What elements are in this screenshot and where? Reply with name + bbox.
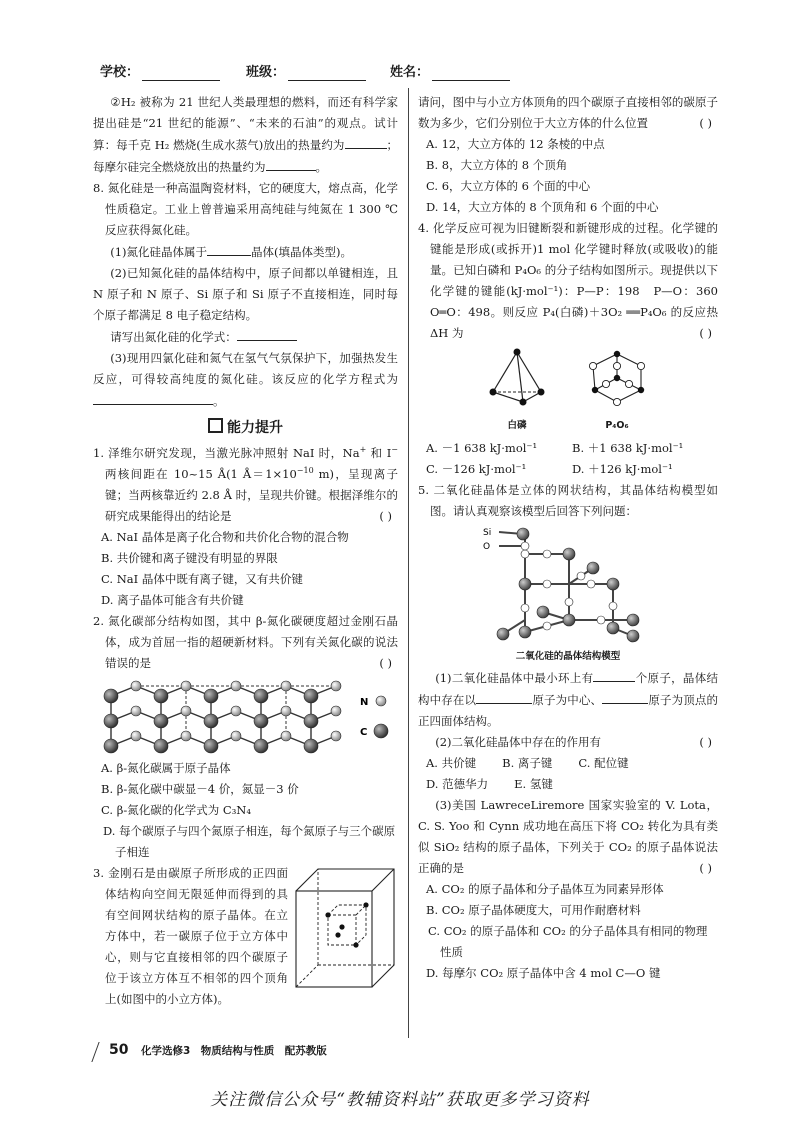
white-phosphorus-caption: 白磷 xyxy=(507,420,527,431)
option: D. 每摩尔 CO₂ 原子晶体中含 4 mol C—O 键 xyxy=(426,966,661,980)
q8-stem: 8. 氮化硅是一种高温陶瓷材料，它的硬度大，熔点高，化学性质稳定。工业上曾普遍采用高纯硅与纯氮在 1 300 ℃反应获得氮化硅。 xyxy=(93,181,398,237)
name-label: 姓名： xyxy=(390,65,430,80)
q3-stem: 3. 金刚石是由碳原子所形成的正四面体结构向空间无限延伸而得到的具有空间网状结构的原子晶体。在立方体中，若一碳原子位于立方体中心，则与它直接相邻的四个碳原子位于该立方体互不相邻的四个顶角上(如图中的小立方体)。 xyxy=(93,866,288,1006)
name-blank xyxy=(432,80,510,81)
watermark-text: 关注微信公众号“教辅资料站”获取更多学习资料 xyxy=(210,1090,590,1110)
q3-options xyxy=(418,134,718,218)
option: C. β-氮化碳的化学式为 C₃N₄ xyxy=(101,803,251,817)
class-label: 班级： xyxy=(246,65,286,80)
q1-options xyxy=(93,527,398,611)
q5-part3: (3)美国 LawreceLiremore 国家实验室的 V. Lota，C. S. Yoo 和 Cynn 成功地在高压下将 CO₂ 转化为具有类似 SiO₂ 结构的原子晶体，下列关于 CO₂ 的原子晶体说法正确的是 ( ) xyxy=(418,798,718,875)
q3-continuation: 请问，图中与小立方体顶角的四个碳原子直接相邻的碳原子数为多少，它们分别位于大立方体的什么位置 ( ) xyxy=(418,95,718,130)
option: B. 8，大立方体的 8 个顶角 xyxy=(426,158,568,172)
q5-part2: (2)二氧化硅晶体中存在的作用有 ( ) xyxy=(435,735,712,749)
book-title: 化学选修3 物质结构与性质 配苏教版 xyxy=(141,1045,327,1057)
carbon-nitride-structure-figure xyxy=(96,676,396,756)
option: B. β-氮化碳中碳显－4 价，氮显－3 价 xyxy=(101,782,299,796)
page-number: 50 xyxy=(109,1042,129,1058)
answer-blank xyxy=(593,667,635,682)
option: C. NaI 晶体中既有离子键，又有共价键 xyxy=(101,572,303,586)
option: A. β-氮化碳属于原子晶体 xyxy=(101,761,231,775)
q8-part1: (1)氮化硅晶体属于 晶体(填晶体类型)。 xyxy=(93,241,398,263)
option: C. －126 kJ·mol⁻¹ xyxy=(426,462,527,476)
q8-part2: (2)已知氮化硅的晶体结构中，原子间都以单键相连，且 N 原子和 N 原子、Si 原子和 Si 原子不直接相连，同时每个原子都满足 8 电子稳定结构。 xyxy=(93,266,398,322)
option: A. 共价键 xyxy=(426,756,477,770)
diamond-cube-figure xyxy=(294,867,398,993)
header-fields xyxy=(100,62,700,84)
class-blank xyxy=(288,80,366,81)
option: E. 氢键 xyxy=(514,777,553,791)
school-blank xyxy=(142,80,220,81)
p4o6-caption: P₄O₆ xyxy=(605,420,629,431)
column-divider xyxy=(408,88,409,1038)
answer-blank xyxy=(476,689,532,704)
q2-stem: 2. 氮化碳部分结构如图，其中 β-氮化碳硬度超过金刚石晶体，成为首屈一指的超硬新材料。下列有关氮化碳的说法错误的是 ( ) xyxy=(93,614,398,670)
school-label: 学校： xyxy=(100,65,140,80)
left-column xyxy=(93,92,398,1010)
page-footer xyxy=(93,1040,393,1064)
white-phosphorus-figure xyxy=(487,348,547,436)
option: B. CO₂ 原子晶体硬度大，可用作耐磨材料 xyxy=(426,903,641,917)
q8-part3: (3)现用四氯化硅和氮气在氢气气氛保护下，加强热发生反应，可得较高纯度的氮化硅。该反应的化学方程式为。 xyxy=(93,351,398,408)
legend-si-label: Si xyxy=(483,528,492,538)
silica-crystal-model-figure xyxy=(483,524,653,644)
q3-block xyxy=(93,863,398,1010)
footer-slash xyxy=(91,1042,107,1062)
option: D. 14，大立方体的 8 个顶角和 6 个面的中心 xyxy=(426,200,659,214)
legend-o-label: O xyxy=(483,542,491,552)
answer-blank xyxy=(237,326,297,341)
option: B. ＋1 638 kJ·mol⁻¹ xyxy=(572,441,684,455)
silica-caption: 二氧化硅的晶体结构模型 xyxy=(515,651,621,662)
answer-blank xyxy=(602,689,648,704)
q5-stem: 5. 二氧化硅晶体是立体的网状结构，其晶体结构模型如图。请认真观察该模型后回答下列问题： xyxy=(418,483,718,518)
section-title: 能力提升 xyxy=(93,418,398,439)
option: A. －1 638 kJ·mol⁻¹ xyxy=(426,441,538,455)
option: D. 离子晶体可能含有共价键 xyxy=(101,593,244,607)
legend-c-label: C xyxy=(359,727,367,738)
answer-blank xyxy=(345,134,387,149)
option: D. ＋126 kJ·mol⁻¹ xyxy=(572,462,673,476)
q5-part1: (1)二氧化硅晶体中最小环上有 个原子，晶体结构中存在以 原子为中心、 原子为顶点的正四面体结构。 xyxy=(418,667,718,732)
option: A. 12，大立方体的 12 条棱的中点 xyxy=(426,137,605,151)
option: A. CO₂ 的原子晶体和分子晶体互为同素异形体 xyxy=(426,882,664,896)
option: B. 离子键 xyxy=(502,756,553,770)
q4-stem: 4. 化学反应可视为旧键断裂和新键形成的过程。化学键的键能是形成(或拆开)1 mol 化学键时释放(或吸收)的能量。已知白磷和 P₄O₆ 的分子结构如图所示。现提供以下化学键的键能(kJ·mol⁻¹)：P—P：198 P—O：360 O═O：498。则反应 P₄(白磷)＋3O₂ ══P₄O₆ 的反应热 ΔH 为 ( ) xyxy=(418,221,730,340)
answer-blank xyxy=(93,390,213,405)
p4o6-figure xyxy=(585,348,649,436)
q2-options xyxy=(93,758,398,863)
right-column xyxy=(418,92,730,984)
q4-figures xyxy=(418,348,718,436)
q4-options xyxy=(418,438,718,480)
answer-blank xyxy=(266,156,316,171)
legend-n-label: N xyxy=(359,697,368,708)
q5-2-options xyxy=(418,753,718,795)
option: D. 范德华力 xyxy=(426,777,489,791)
answer-blank xyxy=(207,241,251,256)
section-icon xyxy=(208,418,223,433)
option: A. NaI 晶体是离子化合物和共价化合物的混合物 xyxy=(101,530,349,544)
option: C. 配位键 xyxy=(578,756,629,770)
option: C. 6，大立方体的 6 个面的中心 xyxy=(426,179,591,193)
option: D. 每个碳原子与四个氮原子相连，每个氮原子与三个碳原子相连 xyxy=(103,824,396,859)
q7-part2: ②H₂ 被称为 21 世纪人类最理想的燃料，而还有科学家提出硅是“21 世纪的能源”、“未来的石油”的观点。试计算：每千克 H₂ 燃烧(生成水蒸气)放出的热量约为 ；每摩尔硅完全燃烧放出的热量约为 。 xyxy=(93,95,398,174)
q8-part2b: 请写出氮化硅的化学式： xyxy=(93,326,398,348)
option: C. CO₂ 的原子晶体和 CO₂ 的分子晶体具有相同的物理性质 xyxy=(428,924,708,959)
q5-3-options xyxy=(418,879,718,984)
option: B. 共价键和离子键没有明显的界限 xyxy=(101,551,278,565)
q1-stem: 1. 泽维尔研究发现，当激光脉冲照射 NaI 时，Na+ 和 I− 两核间距在 10~15 Å(1 $Å=1\times 10^{-10}$ m)，呈现离子键；当两核靠近约 2.8 Å 时，呈现共价键。根据泽维尔的研究成果能得出的结论是 ( ) xyxy=(93,445,398,523)
